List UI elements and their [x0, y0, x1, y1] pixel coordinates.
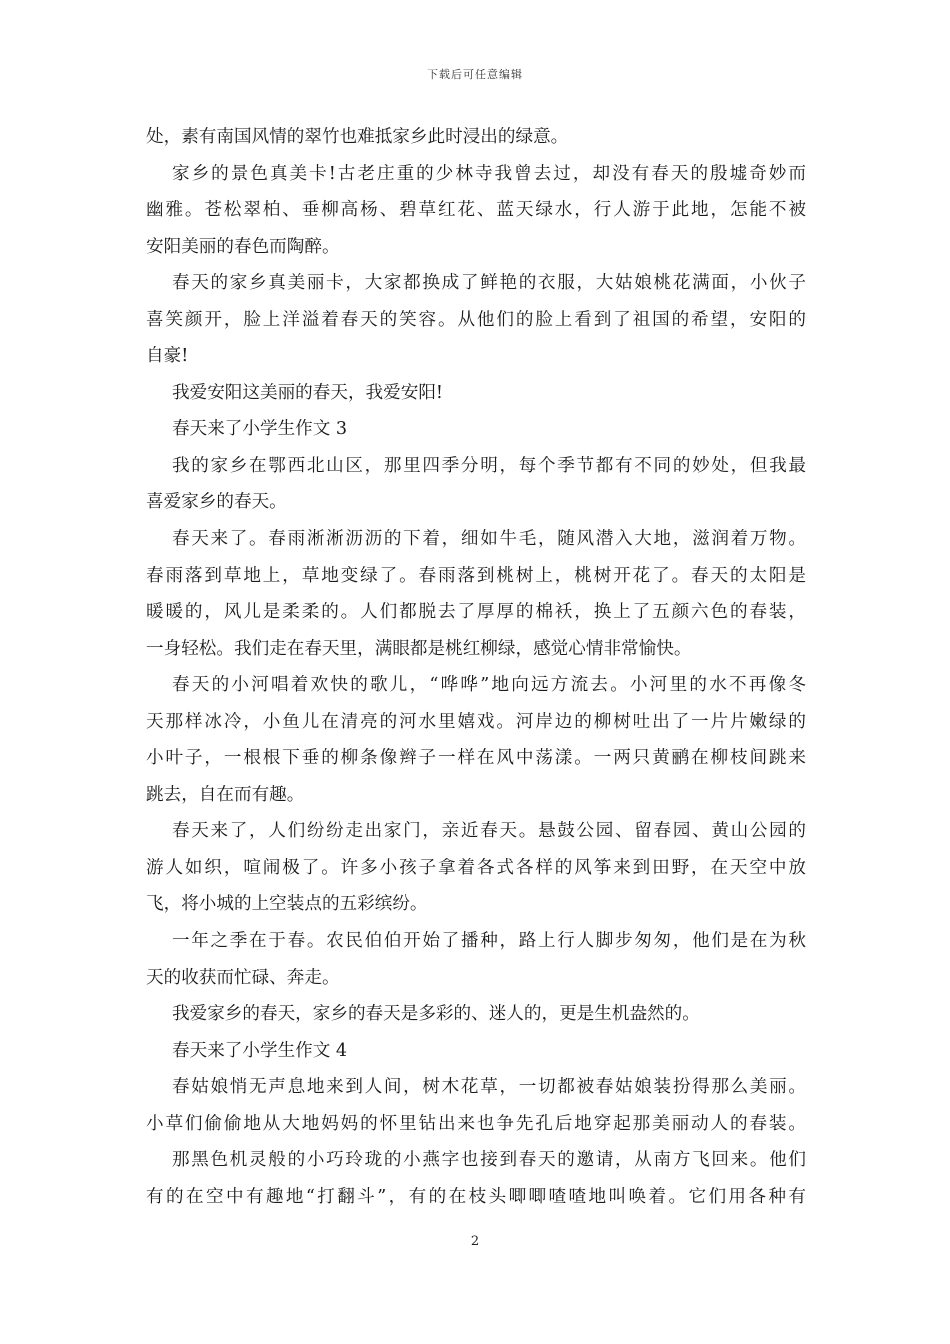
text-line: 春天的小河唱着欢快的歌儿，“哗哗”地向远方流去。小河里的水不再像冬 — [172, 675, 806, 696]
text-line: 春天来了。春雨淅淅沥沥的下着，细如牛毛，随风潜入大地，滋润着万物。 — [172, 529, 806, 550]
text-line: 幽雅。苍松翠柏、垂柳高杨、碧草红花、蓝天绿水，行人游于此地，怎能不被 — [146, 200, 806, 221]
page-header: 下载后可任意编辑 — [427, 68, 523, 81]
text-line: 小草们偷偷地从大地妈妈的怀里钻出来也争先孔后地穿起那美丽动人的春装。 — [146, 1113, 806, 1134]
text-line: 我爱家乡的春天，家乡的春天是多彩的、迷人的，更是生机盎然的。 — [172, 1004, 700, 1025]
text-line: 一身轻松。我们走在春天里，满眼都是桃红柳绿，感觉心情非常愉快。 — [146, 638, 692, 659]
text-line: 小叶子，一根根下垂的柳条像辫子一样在风中荡漾。一两只黄鹂在柳枝间跳来 — [146, 748, 806, 769]
text-line: 跳去，自在而有趣。 — [146, 784, 305, 805]
text-line: 我的家乡在鄂西北山区，那里四季分明，每个季节都有不同的妙处，但我最 — [172, 455, 806, 476]
text-line: 家乡的景色真美卡!古老庄重的少林寺我曾去过，却没有春天的殷墟奇妙而 — [172, 163, 806, 184]
text-line: 暖暖的，风儿是柔柔的。人们都脱去了厚厚的棉袄，换上了五颜六色的春装， — [146, 602, 806, 623]
text-line: 喜笑颜开，脸上洋溢着春天的笑容。从他们的脸上看到了祖国的希望，安阳的 — [146, 309, 806, 330]
text-line: 春天来了小学生作文 3 — [172, 419, 348, 440]
text-line: 飞，将小城的上空装点的五彩缤纷。 — [146, 894, 428, 915]
text-line: 春天来了小学生作文 4 — [172, 1040, 348, 1061]
text-line: 有的在空中有趣地“打翻斗”，有的在枝头唧唧喳喳地叫唤着。它们用各种有 — [146, 1186, 806, 1207]
text-line: 春姑娘悄无声息地来到人间，树木花草，一切都被春姑娘装扮得那么美丽。 — [172, 1077, 806, 1098]
text-line: 处，素有南国风情的翠竹也难抵家乡此时浸出的绿意。 — [146, 127, 569, 147]
text-line: 天的收获而忙碌、奔走。 — [146, 967, 340, 988]
text-line: 春雨落到草地上，草地变绿了。春雨落到桃树上，桃树开花了。春天的太阳是 — [146, 565, 806, 586]
text-line: 天那样冰冷，小鱼儿在清亮的河水里嬉戏。河岸边的柳树吐出了一片片嫩绿的 — [146, 711, 806, 732]
text-line: 那黑色机灵般的小巧玲珑的小燕字也接到春天的邀请，从南方飞回来。他们 — [172, 1150, 806, 1171]
text-line: 自豪! — [146, 346, 189, 367]
text-line: 春天的家乡真美丽卡，大家都换成了鲜艳的衣服，大姑娘桃花满面，小伙子 — [172, 273, 806, 294]
page-number: 2 — [470, 1234, 480, 1249]
text-line: 喜爱家乡的春天。 — [146, 492, 287, 513]
text-line: 我爱安阳这美丽的春天，我爱安阳! — [172, 382, 443, 403]
text-line: 游人如织，喧闹极了。许多小孩子拿着各式各样的风筝来到田野，在天空中放 — [146, 857, 806, 878]
text-line: 一年之季在于春。农民伯伯开始了播种，路上行人脚步匆匆，他们是在为秋 — [172, 931, 806, 952]
document-body — [146, 119, 806, 1215]
text-line: 春天来了，人们纷纷走出家门，亲近春天。悬鼓公园、留春园、黄山公园的 — [172, 821, 806, 842]
text-line: 安阳美丽的春色而陶醉。 — [146, 236, 340, 257]
